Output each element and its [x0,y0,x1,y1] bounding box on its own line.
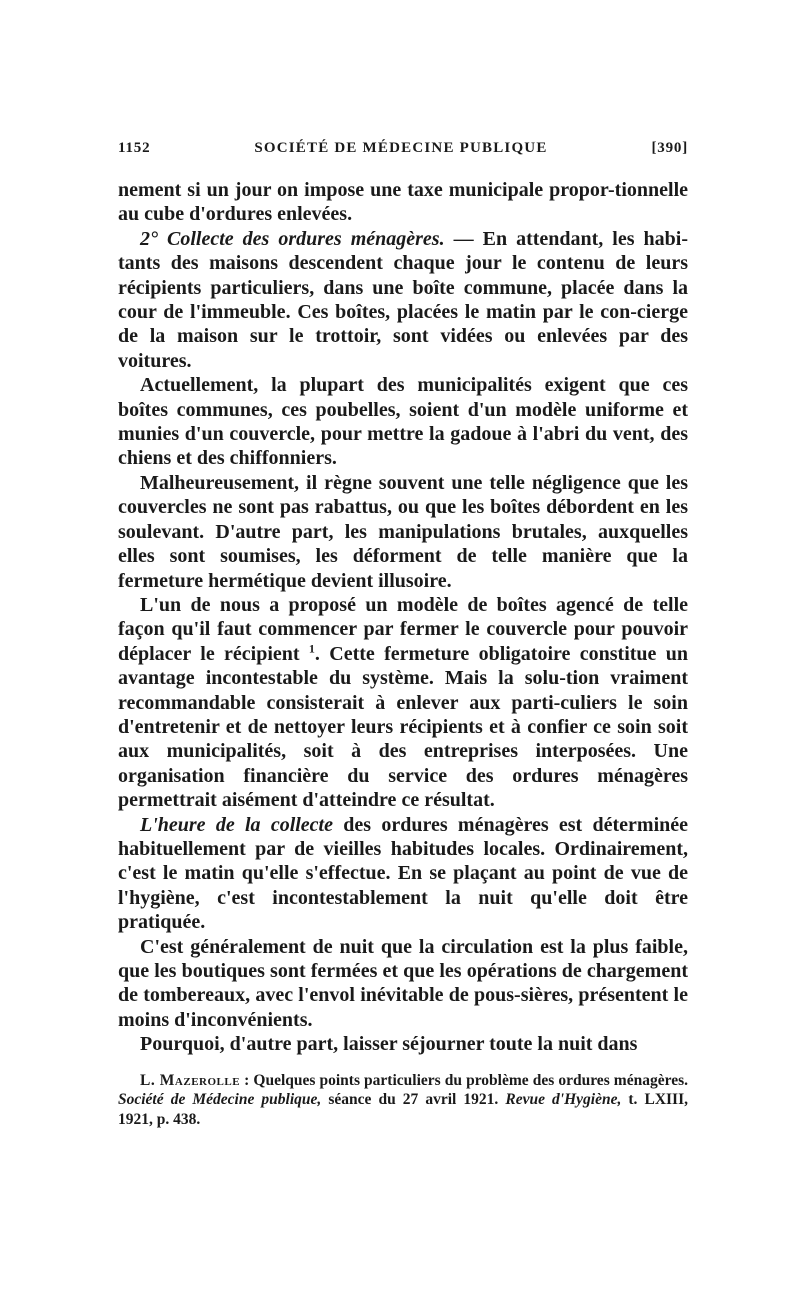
paragraph-1: nement si un jour on impose une taxe municipale propor-tionnelle au cube d'ordures enlevées. [118,179,688,226]
footnote-text-c: t. LXIII, 1921, p. 438. [118,1091,689,1128]
paragraph-6-text: des ordures ménagères est déterminée habituellement par de vieilles habitudes locales. Ordinairement, c'est le matin qu'elle s'effectue. En se plaçant au point de vue de l'hygiène, c'est incontestablement la nuit qu'elle doit être pratiquée. [118,813,688,934]
paragraph-5 [118,593,688,813]
footnote-author: L. Mazerolle [140,1071,241,1089]
page [118,140,688,1129]
paragraph-4: Malheureusement, il règne souvent une telle négligence que les couvercles ne sont pas rabattus, ou que les boîtes débordent en les soulevant. D'autre part, les manipulations brutales, auxquelles elles sont soumises, les déforment de telle manière que la fermeture hermétique devient illusoire. [118,471,688,592]
paragraph-5-text-a: L'un de nous a proposé un modèle de boîtes agencé de telle façon qu'il faut commencer par fermer le couvercle pour pouvoir déplacer le récipient [118,593,688,665]
bracket-number: [390] [651,140,688,156]
paragraph-2-text: — En attendant, les habi-tants des maisons descendent chaque jour le contenu de leurs récipients particuliers, dans une boîte commune, placée dans la cour de l'immeuble. Ces boîtes, placées le matin par le con-cierge de la maison sur le trottoir, sont vidées ou enlevées par des voitures. [118,227,688,372]
paragraph-6 [118,813,688,935]
running-title: SOCIÉTÉ DE MÉDECINE PUBLIQUE [254,140,548,156]
paragraph-5-text-b: . Cette fermeture obligatoire constitue un avantage incontestable du système. Mais la solu-tion vraiment recommandable consisterait à enlever aux parti-culiers le soin d'entretenir et de nettoyer leurs récipients et à confier ce soin soit aux municipalités, soit à des entreprises interposées. Une organisation financière du service des ordures ménagères permettrait aisément d'atteindre ce résultat. [118,642,688,812]
footnote-text-a: : Quelques points particuliers du problème des ordures ménagères. [240,1071,688,1089]
paragraph-2 [118,227,688,373]
running-header [118,140,688,166]
footnote-reference: 1 [308,641,315,656]
footnote [118,1071,688,1130]
italic-heure-de-la-collecte: L'heure de la collecte [140,813,333,836]
body-text [118,178,688,1057]
paragraph-8: Pourquoi, d'autre part, laisser séjourner toute la nuit dans [140,1033,638,1056]
footnote-text-b: séance du 27 avril 1921. [321,1091,506,1109]
page-number: 1152 [118,140,151,156]
paragraph-3: Actuellement, la plupart des municipalités exigent que ces boîtes communes, ces poubelles, soient d'un modèle uniforme et munies d'un couvercle, pour mettre la gadoue à l'abri du vent, des chiens et des chiffonniers. [118,374,688,470]
paragraph-7: C'est généralement de nuit que la circulation est la plus faible, que les boutiques sont fermées et que les opérations de chargement de tombereaux, avec l'envol inévitable de pous-sières, présentent le moins d'inconvénients. [118,935,688,1031]
footnote-journal: Revue d'Hygiène, [505,1091,622,1109]
section-heading-collecte: 2° Collecte des ordures ménagères. [140,227,445,250]
footnote-source: Société de Médecine publique, [118,1091,322,1109]
